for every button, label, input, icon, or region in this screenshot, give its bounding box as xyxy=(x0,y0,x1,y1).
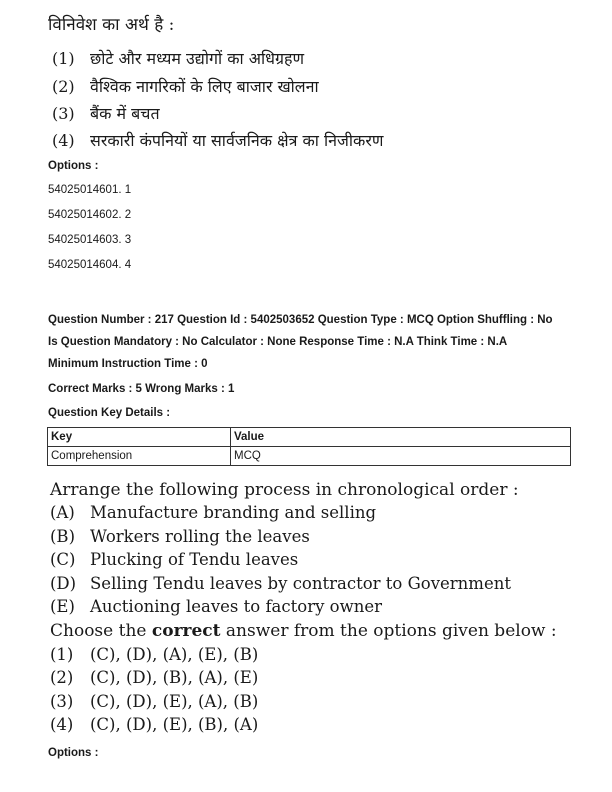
question-meta-line-2: Is Question Mandatory : No Calculator : None Response Time : N.A Think Time : N.A xyxy=(48,336,508,348)
options-label-2: Options : xyxy=(48,747,99,759)
question-meta-line-3: Minimum Instruction Time : 0 xyxy=(48,358,208,370)
process-item-a: (A) Manufacture branding and selling xyxy=(50,503,377,522)
key-table-header-row xyxy=(48,428,571,447)
hindi-question-stem: विनिवेश का अर्थ है : xyxy=(48,15,175,35)
options-label: Options : xyxy=(48,160,99,172)
marks-line: Correct Marks : 5 Wrong Marks : 1 xyxy=(48,383,235,395)
key-cell: Comprehension xyxy=(48,447,231,466)
key-table-row xyxy=(48,447,571,466)
hindi-option-3: (3) बैंक में बचत xyxy=(52,104,160,123)
answer-option-1: (1) (C), (D), (A), (E), (B) xyxy=(50,645,259,664)
process-item-b: (B) Workers rolling the leaves xyxy=(50,527,310,546)
process-item-c: (C) Plucking of Tendu leaves xyxy=(50,550,299,569)
option-id-1: 54025014601. 1 xyxy=(48,184,132,196)
value-cell: MCQ xyxy=(231,447,571,466)
value-header-cell: Value xyxy=(231,428,571,447)
process-item-e: (E) Auctioning leaves to factory owner xyxy=(50,597,382,616)
key-table xyxy=(47,427,571,466)
key-details-label: Question Key Details : xyxy=(48,407,171,419)
process-item-d: (D) Selling Tendu leaves by contractor to Government xyxy=(50,574,511,593)
key-header-cell: Key xyxy=(48,428,231,447)
answer-option-4: (4) (C), (D), (E), (B), (A) xyxy=(50,715,259,734)
hindi-option-2: (2) वैश्विक नागरिकों के लिए बाजार खोलना xyxy=(52,77,319,96)
choose-instruction: Choose the correct answer from the options given below : xyxy=(50,621,557,641)
option-id-2: 54025014602. 2 xyxy=(48,209,132,221)
option-id-3: 54025014603. 3 xyxy=(48,234,132,246)
hindi-option-1: (1) छोटे और मध्यम उद्योगों का अधिग्रहण xyxy=(52,49,305,68)
question-meta-line-1: Question Number : 217 Question Id : 5402503652 Question Type : MCQ Option Shuffling : No xyxy=(48,314,553,326)
english-question-stem: Arrange the following process in chronological order : xyxy=(50,480,519,500)
answer-option-3: (3) (C), (D), (E), (A), (B) xyxy=(50,692,259,711)
answer-option-2: (2) (C), (D), (B), (A), (E) xyxy=(50,668,259,687)
option-id-4: 54025014604. 4 xyxy=(48,259,132,271)
hindi-option-4: (4) सरकारी कंपनियों या सार्वजनिक क्षेत्र का निजीकरण xyxy=(52,131,384,150)
